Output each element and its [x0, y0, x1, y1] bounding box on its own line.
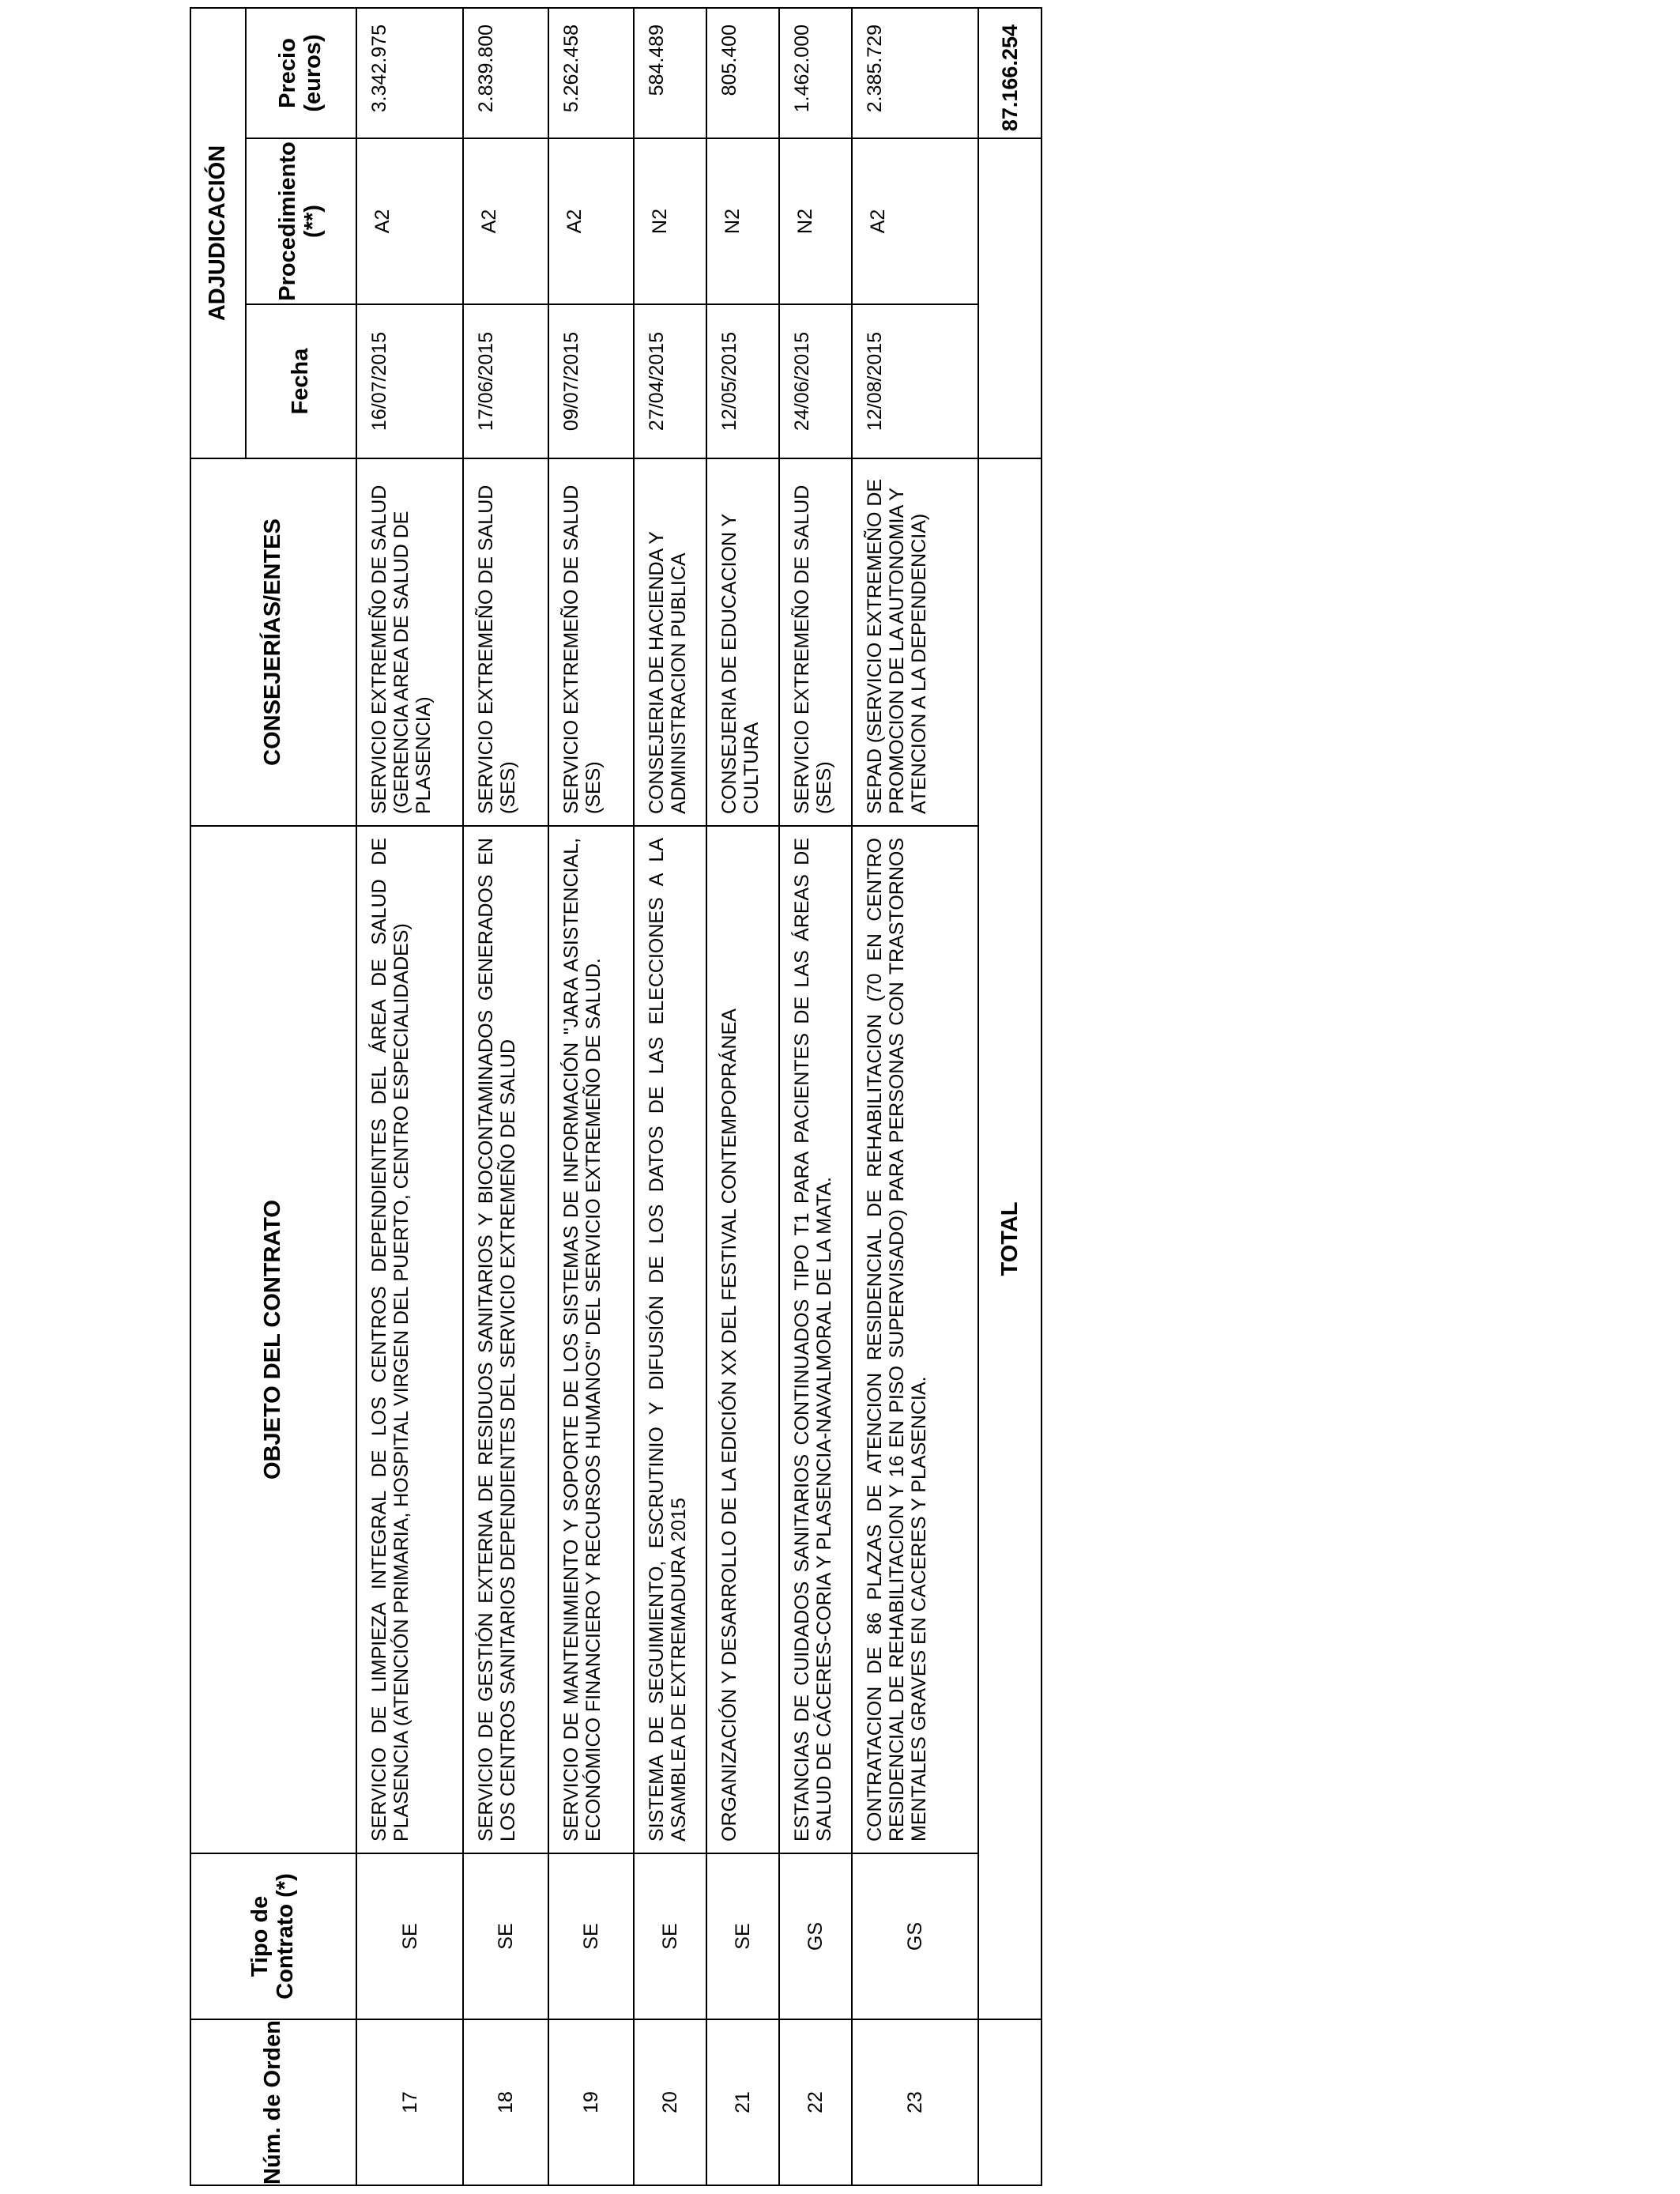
table-row [356, 8, 463, 2185]
cell-fecha: 12/05/2015 [706, 304, 779, 458]
cell-tipo: SE [634, 1853, 706, 2019]
cell-tipo: SE [706, 1853, 779, 2019]
cell-fecha: 17/06/2015 [463, 304, 548, 458]
header-precio: Precio (euros) [246, 8, 356, 138]
total-row [978, 8, 1042, 2185]
header-fecha: Fecha [246, 304, 356, 458]
cell-objeto: SERVICIO DE GESTIÓN EXTERNA DE RESIDUOS SANITARIOS Y BIOCONTAMINADOS GENERADOS EN LOS CENTROS SANITARIOS DEPENDIENTES DEL SERVICIO EXTREMEÑO DE SALUD [463, 826, 548, 1853]
cell-num: 20 [634, 2019, 706, 2185]
contracts-table-rotated [190, 9, 1075, 2186]
total-blank-cell [978, 138, 1042, 458]
cell-num: 19 [548, 2019, 634, 2185]
cell-procedimiento: N2 [706, 138, 779, 304]
table-row [779, 8, 852, 2185]
table-row [634, 8, 706, 2185]
table-row [548, 8, 634, 2185]
cell-num: 17 [356, 2019, 463, 2185]
header-objeto: OBJETO DEL CONTRATO [190, 826, 356, 1853]
header-procedimiento: Procedimiento (**) [246, 138, 356, 304]
cell-objeto: SERVICIO DE LIMPIEZA INTEGRAL DE LOS CENTROS DEPENDIENTES DEL ÁREA DE SALUD DE PLASENCIA (ATENCIÓN PRIMARIA, HOSPITAL VIRGEN DEL PUERTO, CENTRO ESPECIALIDADES) [356, 826, 463, 1853]
table-row [706, 8, 779, 2185]
cell-precio: 5.262.458 [548, 8, 634, 138]
cell-objeto: ESTANCIAS DE CUIDADOS SANITARIOS CONTINUADOS TIPO T1 PARA PACIENTES DE LAS ÁREAS DE SALUD DE CÁCERES-CORIA Y PLASENCIA-NAVALMORAL DE LA MATA. [779, 826, 852, 1853]
table-row [852, 8, 978, 2185]
cell-consejeria: CONSEJERIA DE EDUCACION Y CULTURA [706, 458, 779, 826]
cell-objeto: SERVICIO DE MANTENIMIENTO Y SOPORTE DE LOS SISTEMAS DE INFORMACIÓN "JARA ASISTENCIAL, ECONÓMICO FINANCIERO Y RECURSOS HUMANOS" DEL SERVICIO EXTREMEÑO DE SALUD. [548, 826, 634, 1853]
cell-fecha: 16/07/2015 [356, 304, 463, 458]
cell-precio: 1.462.000 [779, 8, 852, 138]
cell-precio: 2.385.729 [852, 8, 978, 138]
cell-tipo: GS [852, 1853, 978, 2019]
header-adjudicacion: ADJUDICACIÓN [190, 8, 246, 458]
cell-procedimiento: A2 [548, 138, 634, 304]
cell-fecha: 24/06/2015 [779, 304, 852, 458]
cell-num: 22 [779, 2019, 852, 2185]
cell-consejeria: SERVICIO EXTREMEÑO DE SALUD (SES) [463, 458, 548, 826]
cell-consejeria: CONSEJERIA DE HACIENDA Y ADMINISTRACION PUBLICA [634, 458, 706, 826]
cell-num: 21 [706, 2019, 779, 2185]
cell-num: 23 [852, 2019, 978, 2185]
cell-tipo: SE [463, 1853, 548, 2019]
header-num-orden: Núm. de Orden [190, 2019, 356, 2185]
header-tipo-contrato: Tipo de Contrato (*) [190, 1853, 356, 2019]
header-consejerias: CONSEJERÍAS/ENTES [190, 458, 356, 826]
cell-fecha: 09/07/2015 [548, 304, 634, 458]
cell-precio: 805.400 [706, 8, 779, 138]
table-row [463, 8, 548, 2185]
cell-procedimiento: A2 [463, 138, 548, 304]
cell-tipo: GS [779, 1853, 852, 2019]
cell-precio: 3.342.975 [356, 8, 463, 138]
cell-procedimiento: A2 [356, 138, 463, 304]
cell-precio: 584.489 [634, 8, 706, 138]
cell-fecha: 27/04/2015 [634, 304, 706, 458]
cell-consejeria: SERVICIO EXTREMEÑO DE SALUD (SES) [779, 458, 852, 826]
cell-consejeria: SERVICIO EXTREMEÑO DE SALUD (SES) [548, 458, 634, 826]
cell-consejeria: SERVICIO EXTREMEÑO DE SALUD (GERENCIA AREA DE SALUD DE PLASENCIA) [356, 458, 463, 826]
cell-consejeria: SEPAD (SERVICIO EXTREMEÑO DE PROMOCION DE LA AUTONOMIA Y ATENCION A LA DEPENDENCIA) [852, 458, 978, 826]
cell-objeto: CONTRATACION DE 86 PLAZAS DE ATENCION RESIDENCIAL DE REHABILITACION (70 EN CENTRO RESIDENCIAL DE REHABILITACION Y 16 EN PISO SUPERVISADO) PARA PERSONAS CON TRASTORNOS MENTALES GRAVES EN CACERES Y PLASENCIA. [852, 826, 978, 1853]
cell-tipo: SE [548, 1853, 634, 2019]
contracts-table [190, 7, 1042, 2186]
cell-procedimiento: N2 [779, 138, 852, 304]
cell-objeto: ORGANIZACIÓN Y DESARROLLO DE LA EDICIÓN XX DEL FESTIVAL CONTEMPOPRÁNEA [706, 826, 779, 1853]
cell-procedimiento: N2 [634, 138, 706, 304]
total-label: TOTAL [978, 458, 1042, 2019]
cell-num: 18 [463, 2019, 548, 2185]
total-value: 87.166.254 [978, 8, 1042, 138]
cell-fecha: 12/08/2015 [852, 304, 978, 458]
cell-objeto: SISTEMA DE SEGUIMIENTO, ESCRUTINIO Y DIFUSIÓN DE LOS DATOS DE LAS ELECCIONES A LA ASAMBLEA DE EXTREMADURA 2015 [634, 826, 706, 1853]
cell-precio: 2.839.800 [463, 8, 548, 138]
cell-tipo: SE [356, 1853, 463, 2019]
total-blank-cell [978, 2019, 1042, 2185]
cell-procedimiento: A2 [852, 138, 978, 304]
